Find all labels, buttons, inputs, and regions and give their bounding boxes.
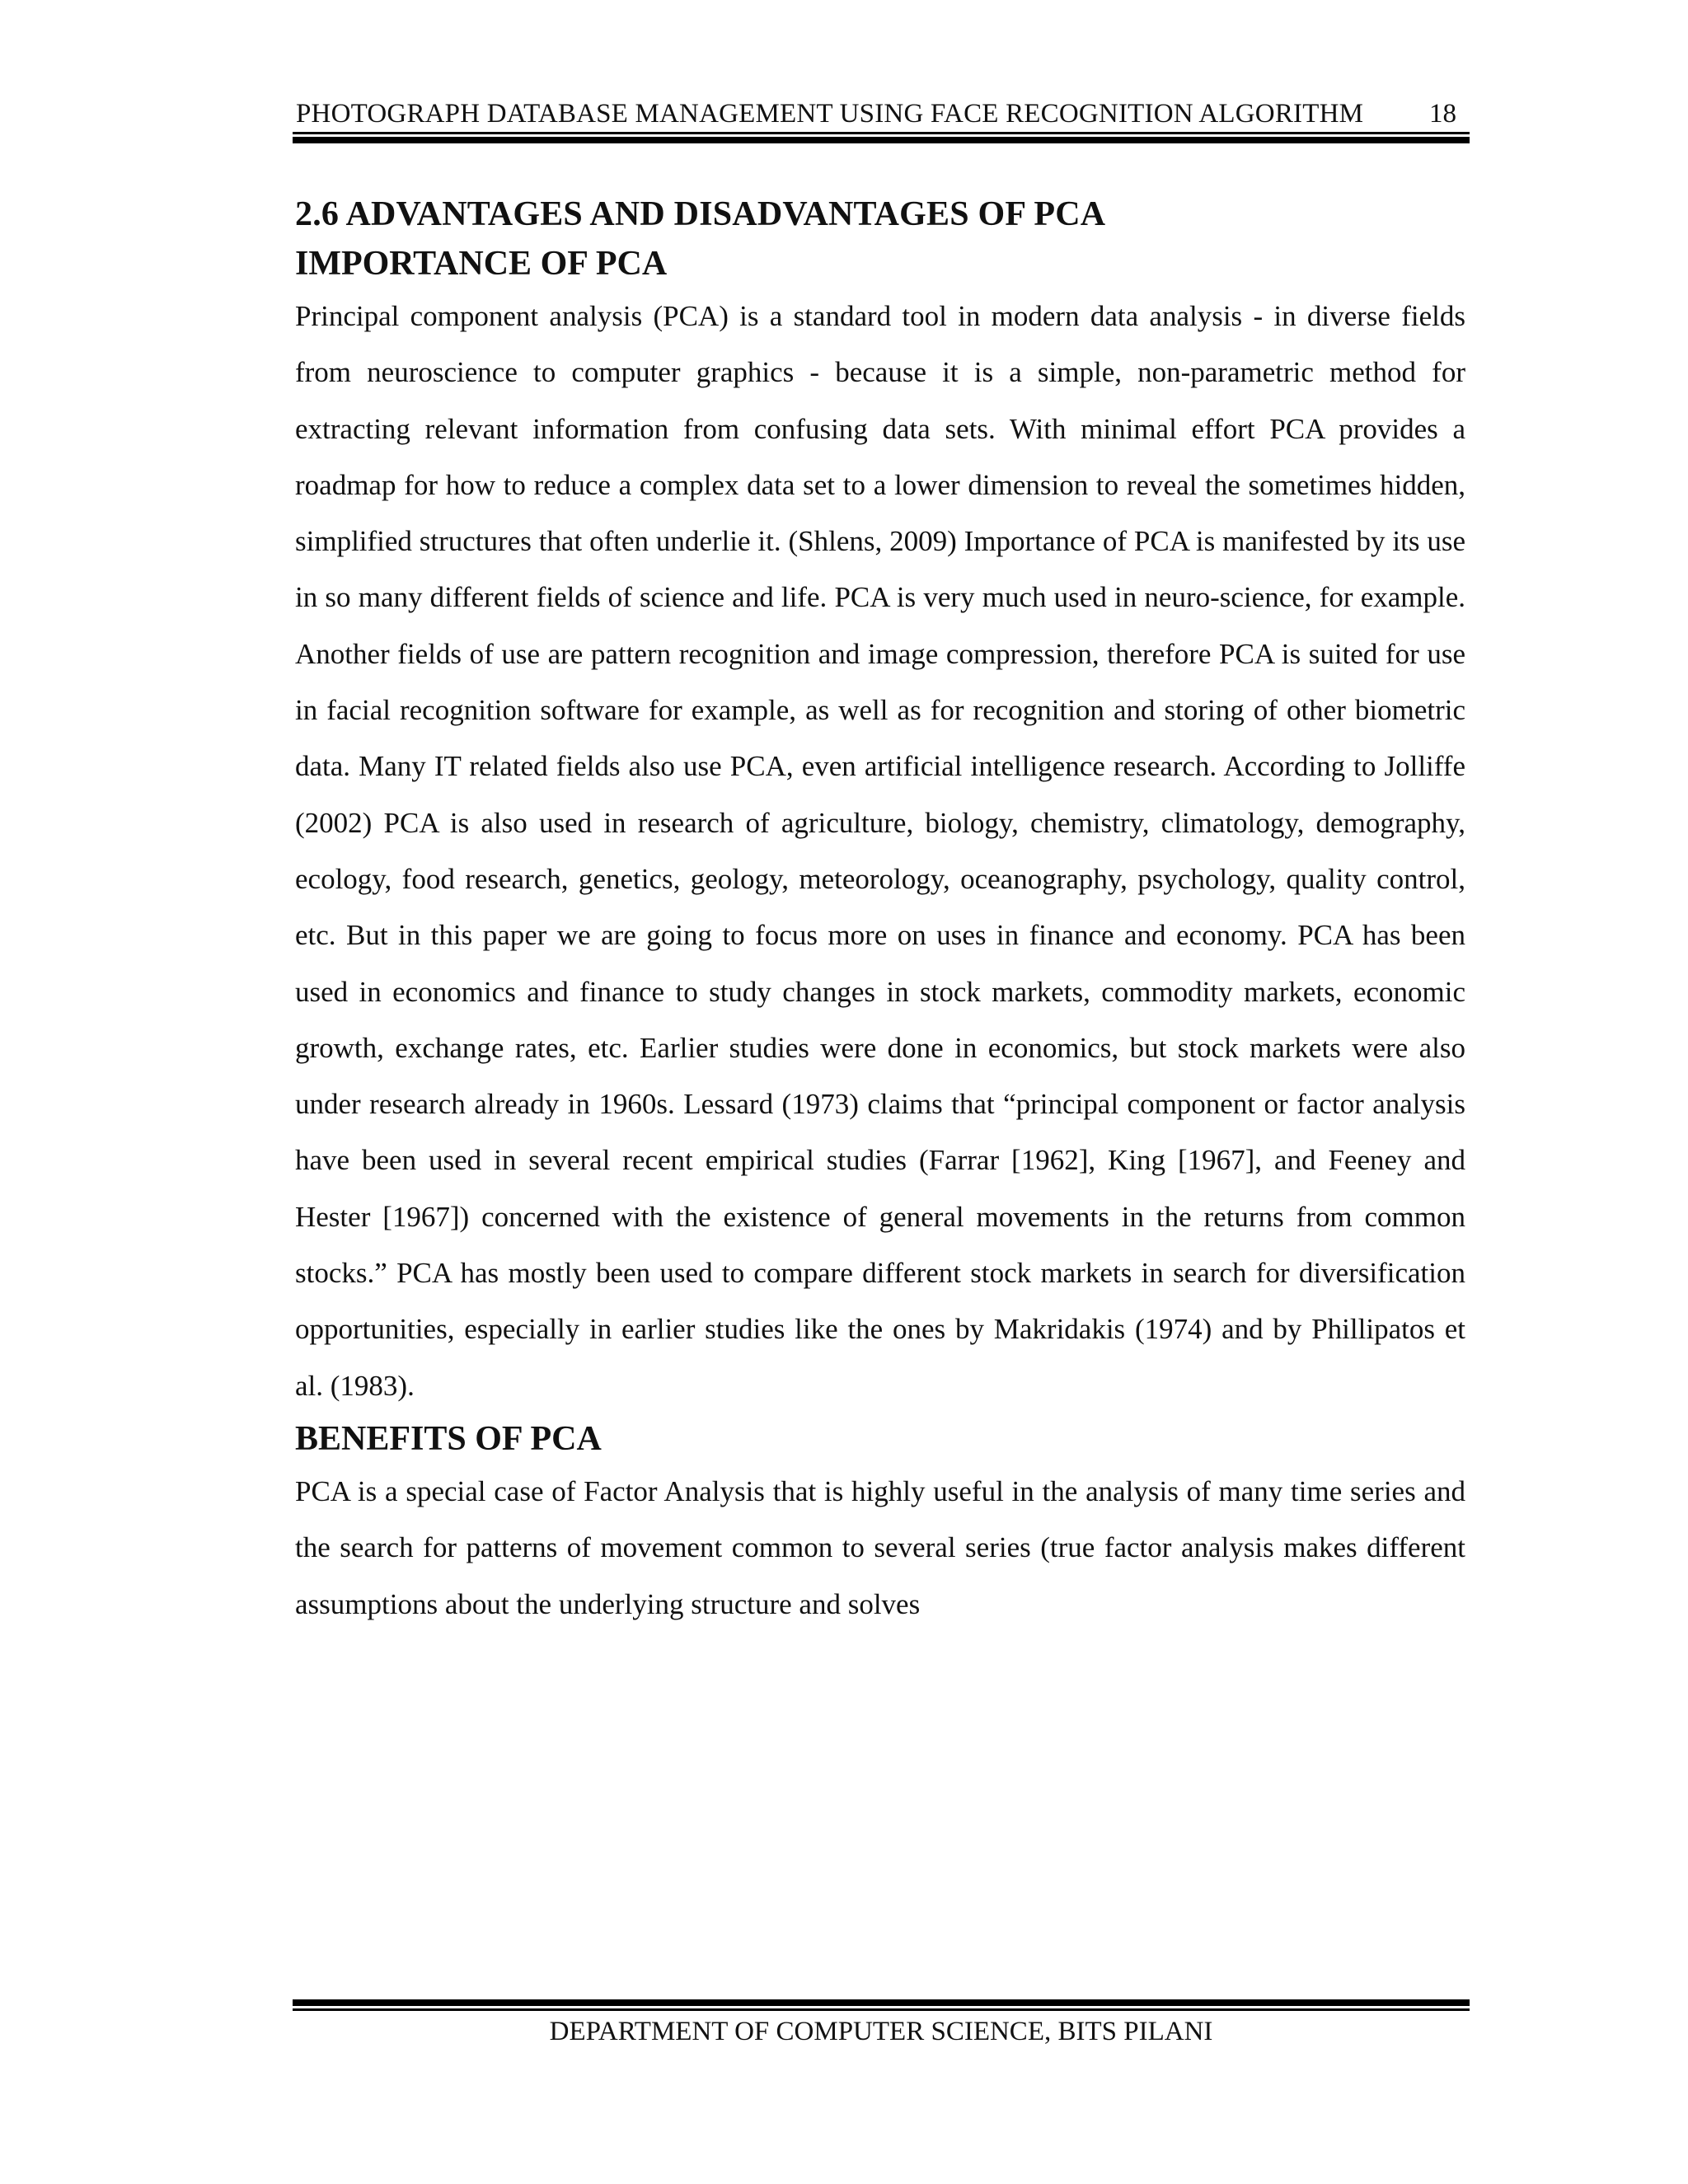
header-title: PHOTOGRAPH DATABASE MANAGEMENT USING FACE RECOGNITION ALGORITHM bbox=[296, 99, 1364, 129]
page-number: 18 bbox=[1429, 99, 1456, 129]
footer-rule-thick bbox=[293, 1999, 1470, 2006]
benefits-paragraph: PCA is a special case of Factor Analysis that is highly useful in the analysis of many time series and the search for patterns of movement common to several series (true factor analysis makes different assumptions about the underlying structure and solves bbox=[295, 1474, 1465, 1620]
importance-heading: IMPORTANCE OF PCA bbox=[295, 245, 668, 283]
header-rule-thin bbox=[293, 132, 1470, 134]
main-content bbox=[295, 190, 1465, 1633]
benefits-heading: BENEFITS OF PCA bbox=[295, 1419, 602, 1458]
running-header bbox=[293, 97, 1470, 130]
section-title: 2.6 ADVANTAGES AND DISADVANTAGES OF PCA bbox=[295, 195, 1106, 233]
importance-paragraph: Principal component analysis (PCA) is a standard tool in modern data analysis - in diverse fields from neuroscience to computer graphics - because it is a simple, non-parametric method for extracting relevant information from confusing data sets. With minimal effort PCA provides a roadmap for how to reduce a complex data set to a lower dimension to reveal the sometimes hidden, simplified structures that often underlie it. (Shlens, 2009) Importance of PCA is manifested by its use in so many different fields of science and life. PCA is very much used in neuro-science, for example. Another fields of use are pattern recognition and image compression, therefore PCA is suited for use in facial recognition software for example, as well as for recognition and storing of other biometric data. Many IT related fields also use PCA, even artificial intelligence research. According to Jolliffe (2002) PCA is also used in research of agriculture, biology, chemistry, climatology, demography, ecology, food research, genetics, geology, meteorology, oceanography, psychology, quality control, etc. But in this paper we are going to focus more on uses in finance and economy. PCA has been used in economics and finance to study changes in stock markets, commodity markets, economic growth, exchange rates, etc. Earlier studies were done in economics, but stock markets were also under research already in 1960s. Lessard (1973) claims that “principal component or factor analysis have been used in several recent empirical studies (Farrar [1962], King [1967], and Feeney and Hester [1967]) concerned with the existence of general movements in the returns from common stocks.” PCA has mostly been used to compare different stock markets in search for diversification opportunities, especially in earlier studies like the ones by Makridakis (1974) and by Phillipatos et al. (1983). bbox=[295, 300, 1465, 1402]
footer-rule-thin bbox=[293, 2008, 1470, 2011]
page-footer: DEPARTMENT OF COMPUTER SCIENCE, BITS PILANI bbox=[549, 2017, 1213, 2046]
header-rule-thick bbox=[293, 137, 1470, 143]
